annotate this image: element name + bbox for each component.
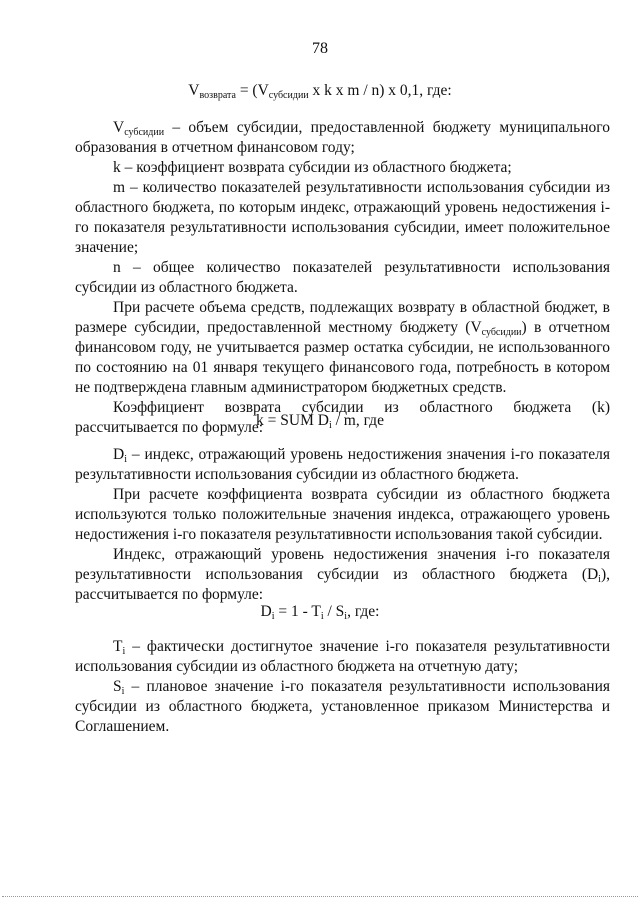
subscript: i [121, 686, 125, 697]
formula-part: x k x m / n) x 0,1, где: [308, 82, 452, 99]
paragraph-positive-values: При расчете коэффициента возврата субсидии из областного бюджета используются только положительные значения индекса, отражающего уровень недостижения i-го показателя результативности использования такой субсидии. [75, 486, 610, 543]
symbol-s: S [113, 678, 122, 695]
formula-part: k = SUM D [256, 412, 329, 429]
definitions-block-3 [75, 637, 610, 737]
paragraph-v-subsidii [75, 118, 610, 158]
formula-subscript-vozvrata: возврата [199, 90, 236, 101]
definition-text: – индекс, отражающий уровень недостижения значения i-го показателя результативности использования субсидии из областного бюджета. [75, 446, 610, 483]
subscript: i [124, 454, 127, 465]
formula-part: D [260, 603, 272, 620]
symbol-d: D [113, 446, 125, 463]
text-part: Индекс, отражающий уровень недостижения значения i-го показателя результативности использования субсидии из областного бюджета (D [75, 546, 610, 583]
formula-index [0, 603, 640, 621]
paragraph-n: n – общее количество показателей результативности использования субсидии из областного бюджета. [75, 259, 610, 296]
symbol-v: V [113, 119, 125, 136]
formula-coefficient [0, 412, 640, 430]
definitions-block-2 [75, 445, 610, 605]
paragraph-ti [75, 637, 610, 677]
formula-subscript: i [271, 611, 275, 622]
paragraph-index [75, 545, 610, 605]
paragraph-di [75, 445, 610, 485]
formula-subscript: i [344, 611, 348, 622]
definitions-block-1 [75, 118, 610, 438]
paragraph-m: m – количество показателей результативности использования субсидии из областного бюджета, по которым индекс, отражающий уровень недостижения i-го показателя результативности использования субсидии, имеет положительное значение; [75, 179, 610, 256]
definition-text: – фактически достигнутое значение i-го показателя результативности использования субсидии из областного бюджета на отчетную дату; [75, 638, 610, 675]
text-part: ), рассчитывается по формуле: [75, 566, 610, 603]
text-part: ) в отчетном финансовом году, не учитывается размер остатка субсидии, не использованного по состоянию на 01 января текущего финансового года, потребность в котором не подтверждена главным администратором бюджетных средств. [75, 319, 610, 396]
subscript: субсидии [481, 327, 522, 338]
definition-text: – плановое значение i-го показателя результативности использования субсидии из областного бюджета, установленное приказом Министерства и Соглашением. [75, 678, 610, 735]
formula-v: V [188, 82, 200, 99]
formula-part: = 1 - T [274, 603, 321, 620]
scan-edge-line [2, 896, 638, 897]
formula-subscript: i [328, 420, 332, 431]
subscript: i [598, 574, 601, 585]
subscript: i [122, 646, 126, 657]
paragraph-k: k – коэффициент возврата субсидии из областного бюджета; [113, 159, 512, 176]
page-number: 78 [312, 40, 328, 57]
formula-part: / m, где [331, 412, 384, 429]
paragraph-coefficient: Коэффициент возврата субсидии из областного бюджета (k) рассчитывается по формуле: [75, 399, 610, 436]
definition-text: – объем субсидии, предоставленной бюджету муниципального образования в отчетном финансовом году; [75, 119, 610, 156]
formula-subscript-subsidii: субсидии [268, 90, 309, 101]
text-part: При расчете объема средств, подлежащих возврату в областной бюджет, в размере субсидии, предоставленной местному бюджету (V [75, 299, 610, 336]
formula-subscript: i [320, 611, 324, 622]
formula-part: / S [323, 603, 345, 620]
paragraph-calculation [75, 298, 610, 398]
paragraph-si [75, 677, 610, 737]
subscript: субсидии [124, 127, 165, 138]
formula-part: = (V [235, 82, 269, 99]
formula-part: , где: [347, 603, 380, 620]
symbol-t: T [113, 638, 123, 655]
formula-return-volume [0, 82, 640, 100]
